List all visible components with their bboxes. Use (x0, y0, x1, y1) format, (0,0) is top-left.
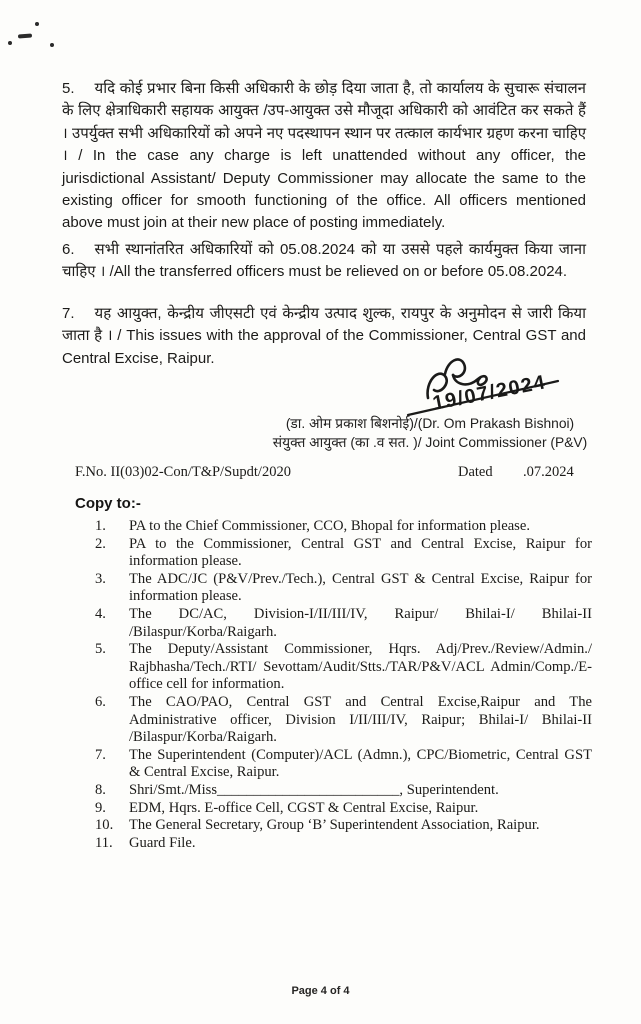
list-item-text: The ADC/JC (P&V/Prev./Tech.), Central GST & Central Excise, Raipur for information please. (129, 570, 592, 605)
paragraph-number: 7. (62, 305, 75, 322)
list-item (95, 800, 592, 818)
pen-mark-dot (35, 22, 39, 26)
pen-mark-dot (8, 41, 12, 45)
page-number-footer: Page 4 of 4 (291, 985, 350, 997)
list-item-text: The DC/AC, Division-I/II/III/IV, Raipur/ Bhilai-I/ Bhilai-II /Bilaspur/Korba/Raigarh. (129, 605, 592, 640)
paragraph-text: यह आयुक्त, केन्द्रीय जीएसटी एवं केन्द्रीय उत्पाद शुल्क, रायपुर के अनुमोदन से जारी किया जाता है । / This issues with the approval of the Commissioner, Central GST and Central Excise, Raipur. (62, 305, 586, 367)
list-item-number: 10. (95, 817, 114, 834)
paragraph-number: 6. (62, 241, 75, 258)
list-item-number: 2. (95, 535, 106, 552)
list-item-text: EDM, Hqrs. E-office Cell, CGST & Central Excise, Raipur. (129, 799, 479, 816)
signatory-title: संयुक्त आयुक्त (का .व सत. )/ Joint Commissioner (P&V) (272, 434, 588, 450)
paragraph-text: यदि कोई प्रभार बिना किसी अधिकारी के छोड़ दिया जाता है, तो कार्यालय के सुचारू संचालन के लिए क्षेत्राधिकारी सहायक आयुक्त /उप-आयुक्त उसे मौजूदा अधिकारी को आवंटित कर सकते हैं । उपर्युक्त सभी अधिकारियों को अपने नए पदस्थापन स्थान पर तत्काल कार्यभार ग्रहण करना चाहिए । / In the case any charge is left unattended without any officer, the jurisdictional Assistant/ Deputy Commissioner may allocate the same to the existing officer for smooth functioning of the office. All officers mentioned above must join at their new place of posting immediately. (62, 80, 586, 232)
list-item (95, 747, 592, 782)
list-item-number: 8. (95, 781, 106, 798)
copy-to-list (95, 518, 592, 852)
list-item-text: Guard File. (129, 834, 196, 851)
list-item-number: 11. (95, 834, 113, 851)
list-item-text: The CAO/PAO, Central GST and Central Excise,Raipur and The Administrative officer, Division I/II/III/IV, Raipur; Bhilai-I/ Bhilai-II /Bilaspur/Korba/Raigarh. (129, 693, 592, 746)
list-item-number: 9. (95, 799, 106, 816)
paragraph-number: 5. (62, 80, 75, 97)
list-item-text: The Superintendent (Computer)/ACL (Admn.), CPC/Biometric, Central GST & Central Excise, Raipur. (129, 746, 592, 781)
list-item-number: 7. (95, 746, 106, 763)
list-item (95, 536, 592, 571)
list-item-text: PA to the Commissioner, Central GST and Central Excise, Raipur for information please. (129, 535, 592, 570)
list-item (95, 817, 592, 835)
dated-label: Dated (458, 464, 493, 480)
list-item (95, 571, 592, 606)
dated-value: .07.2024 (523, 464, 574, 480)
reference-row (75, 464, 592, 484)
list-item-number: 4. (95, 605, 106, 622)
list-item (95, 641, 592, 694)
paragraph-text: सभी स्थानांतरित अधिकारियों को 05.08.2024 को या उससे पहले कार्यमुक्त किया जाना चाहिए । /All the transferred officers must be relieved on or before 05.08.2024. (62, 241, 586, 281)
list-item-text: The General Secretary, Group ‘B’ Superintendent Association, Raipur. (129, 817, 540, 834)
list-item (95, 694, 592, 747)
list-item-text: Shri/Smt./Miss_________________________, Superintendent. (129, 781, 499, 798)
paragraph-5 (62, 78, 586, 235)
pen-mark-dash (18, 34, 32, 39)
pen-mark-dot (50, 43, 54, 47)
list-item (95, 606, 592, 641)
list-item-text: The Deputy/Assistant Commissioner, Hqrs. Adj/Prev./Review/Admin./ Rajbhasha/Tech./RTI/ Sevottam/Audit/Stts./TAR/P&V/ACL Admin/Comp./E-office cell for information. (129, 641, 592, 693)
handwritten-date: 19/07/2024 (430, 371, 549, 415)
list-item-number: 1. (95, 518, 106, 534)
signatory-block (265, 415, 595, 452)
file-number: F.No. II(03)02-Con/T&P/Supdt/2020 (75, 464, 291, 480)
list-item-number: 5. (95, 641, 106, 658)
list-item (95, 518, 592, 536)
list-item (95, 835, 592, 853)
list-item-text: PA to the Chief Commissioner, CCO, Bhopal for information please. (129, 518, 530, 534)
list-item (95, 782, 592, 800)
list-item-number: 3. (95, 570, 106, 587)
list-item-number: 6. (95, 693, 106, 710)
paragraph-6 (62, 239, 586, 284)
signatory-name: (डा. ओम प्रकाश बिशनोई)/(Dr. Om Prakash Bishnoi) (285, 416, 575, 431)
copy-to-heading: Copy to:- (75, 495, 141, 512)
signature-area (398, 352, 588, 422)
